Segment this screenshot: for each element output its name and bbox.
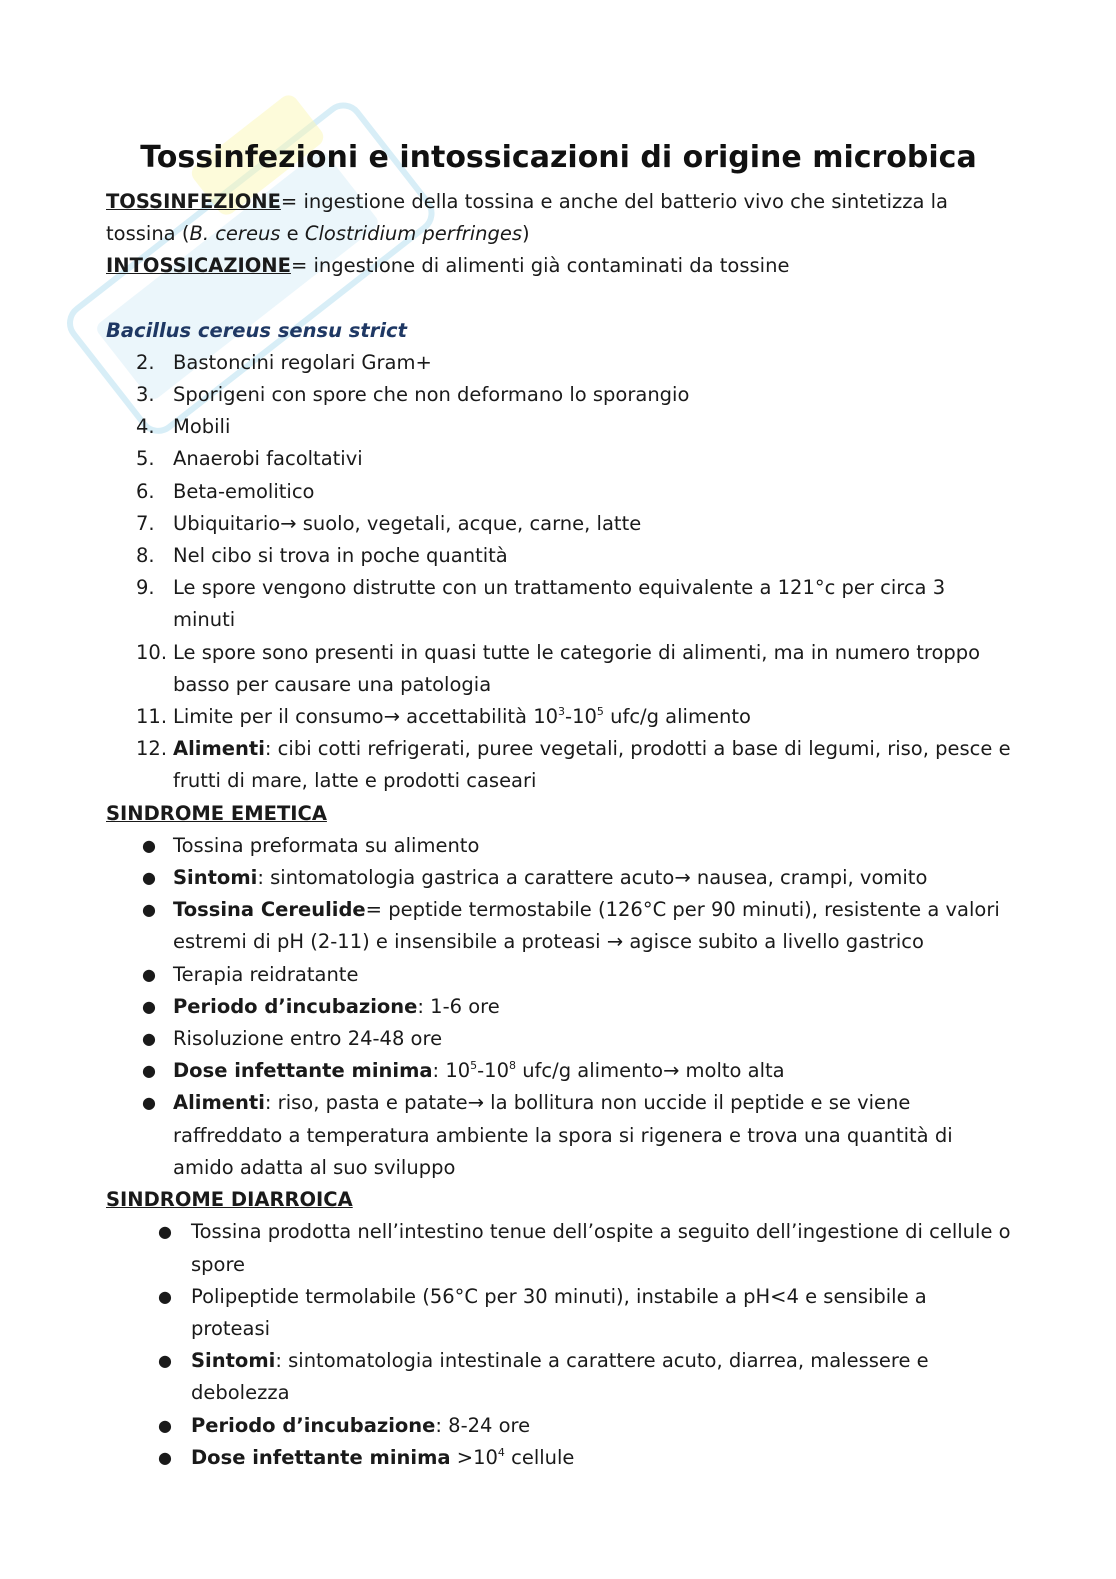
list-item: ● Terapia reidratante [142,962,359,986]
list-item: ● Tossina prodotta nell’intestino tenue dell’ospite a seguito dell’ingestione di cellule o spore [158,1220,1011,1276]
emetica-heading: SINDROME EMETICA [106,801,327,825]
emetica-list [106,830,1011,1184]
list-item: 2. Bastoncini regolari Gram+ [136,350,432,374]
list-item: ● Dose infettante minima $>10^4$ cellule [158,1445,575,1469]
list-item: 4. Mobili [136,415,231,439]
list-item: ● Periodo d’incubazione: 1-6 ore [142,994,500,1018]
list-item: ● Periodo d’incubazione: 8-24 ore [158,1413,531,1437]
document-page [106,136,1011,1474]
list-item: ● Tossina Cereulide= peptide termostabile (126°C per 90 minuti), resistente a valori estremi di pH (2-11) e insensibile a proteasi → agisce subito a livello gastrico [142,898,1000,954]
list-item: ● Risoluzione entro 24-48 ore [142,1027,443,1051]
definition-intossicazione: INTOSSICAZIONE= ingestione di alimenti già contaminati da tossine [106,254,790,278]
definition-tossinfezione: TOSSINFEZIONE= ingestione della tossina e anche del batterio vivo che sintetizza la [106,190,948,213]
definition-tossinfezione-cont: tossina (B. cereus e Clostridium perfringes) [106,222,530,246]
list-item: 3. Sporigeni con spore che non deformano lo sporangio [136,383,690,407]
term-intossicazione: INTOSSICAZIONE [106,254,291,278]
species-b-cereus: B. cereus [189,222,281,246]
bacillus-list [106,347,1011,798]
list-item: ● Sintomi: sintomatologia intestinale a carattere acuto, diarrea, malessere e debolezza [158,1349,929,1405]
list-item: ● Dose infettante minima: $10^5-10^8$ ufc/g alimento→ molto alta [142,1059,785,1083]
bacillus-heading: Bacillus cereus sensu strict [106,318,407,342]
term-tossinfezione: TOSSINFEZIONE [106,190,281,213]
list-item: 8. Nel cibo si trova in poche quantità [136,544,508,568]
diarroica-heading: SINDROME DIARROICA [106,1188,353,1212]
list-item: ● Alimenti: riso, pasta e patate→ la bollitura non uccide il peptide e se viene raffreddato a temperatura ambiente la spora si rigenera e trova una quantità di amido adatta al suo sviluppo [142,1091,953,1179]
list-item: ● Tossina preformata su alimento [142,833,480,857]
list-item: 10. Le spore sono presenti in quasi tutte le categorie di alimenti, ma in numero troppo basso per causare una patologia [136,640,981,696]
list-item: 6. Beta-emolitico [136,479,315,503]
list-item: 11. Limite per il consumo→ accettabilità $10^3-10^5$ ufc/g alimento [136,705,751,729]
list-item: 9. Le spore vengono distrutte con un trattamento equivalente a 121°c per circa 3 minuti [136,576,946,632]
list-item: ● Polipeptide termolabile (56°C per 30 minuti), instabile a pH<4 e sensibile a proteasi [158,1284,927,1340]
diarroica-list [106,1216,1011,1474]
page-title: Tossinfezioni e intossicazioni di origine microbica [140,140,977,175]
list-item: 12. Alimenti: cibi cotti refrigerati, puree vegetali, prodotti a base di legumi, riso, pesce e frutti di mare, latte e prodotti caseari [136,737,1011,793]
list-item: ● Sintomi: sintomatologia gastrica a carattere acuto→ nausea, crampi, vomito [142,866,928,890]
species-clostridium: Clostridium perfringes [304,222,523,246]
list-item: 5. Anaerobi facoltativi [136,447,363,471]
list-item: 7. Ubiquitario→ suolo, vegetali, acque, carne, latte [136,511,642,535]
